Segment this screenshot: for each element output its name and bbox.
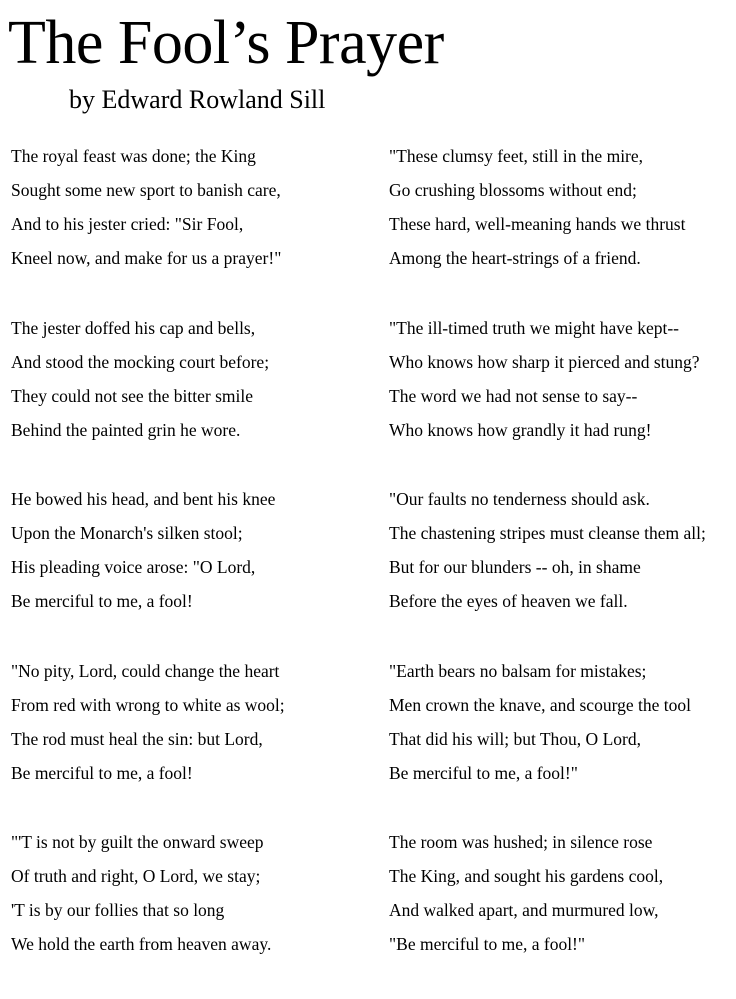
poem-line: "Be merciful to me, a fool!" bbox=[389, 934, 586, 954]
poem-line: Of truth and right, O Lord, we stay; bbox=[11, 866, 261, 886]
poem-line: They could not see the bitter smile bbox=[11, 385, 254, 406]
stanza bbox=[11, 313, 371, 485]
poem-line: Who knows how sharp it pierced and stung? bbox=[389, 351, 700, 372]
poem-line: Who knows how grandly it had rung! bbox=[389, 419, 652, 440]
stanza bbox=[11, 656, 371, 828]
stanza bbox=[11, 827, 371, 999]
poem-line: The King, and sought his gardens cool, bbox=[389, 866, 664, 886]
poem-line: We hold the earth from heaven away. bbox=[11, 934, 272, 954]
poem-line: The rod must heal the sin: but Lord, bbox=[11, 728, 263, 749]
poem-line: And walked apart, and murmured low, bbox=[389, 900, 659, 920]
stanza bbox=[389, 313, 736, 485]
poem-line: Go crushing blossoms without end; bbox=[389, 180, 637, 200]
poem-line: Before the eyes of heaven we fall. bbox=[389, 591, 628, 611]
stanza bbox=[389, 141, 736, 313]
poem-line: Men crown the knave, and scourge the tool bbox=[389, 694, 691, 715]
poem-line: 'T is by our follies that so long bbox=[11, 900, 225, 920]
poem-line: He bowed his head, and bent his knee bbox=[11, 489, 276, 509]
poem-line: Be merciful to me, a fool! bbox=[11, 762, 193, 783]
poem-line: But for our blunders -- oh, in shame bbox=[389, 557, 641, 577]
poem-line: Among the heart-strings of a friend. bbox=[389, 248, 641, 268]
poem-line: Upon the Monarch's silken stool; bbox=[11, 523, 243, 543]
poem-line: Be merciful to me, a fool!" bbox=[389, 762, 578, 783]
poem-line: That did his will; but Thou, O Lord, bbox=[389, 728, 641, 749]
poem-line: Sought some new sport to banish care, bbox=[11, 180, 281, 200]
poem-line: "Earth bears no balsam for mistakes; bbox=[389, 660, 647, 681]
poem-line: Behind the painted grin he wore. bbox=[11, 419, 241, 440]
poem-line: The chastening stripes must cleanse them all; bbox=[389, 523, 706, 543]
right-column bbox=[389, 141, 736, 999]
stanza bbox=[11, 484, 371, 656]
poem-line: And to his jester cried: "Sir Fool, bbox=[11, 214, 244, 234]
poem-line: From red with wrong to white as wool; bbox=[11, 694, 285, 715]
left-column bbox=[11, 141, 371, 999]
poem-line: "No pity, Lord, could change the heart bbox=[11, 660, 280, 681]
stanza bbox=[11, 141, 371, 313]
poem-line: These hard, well-meaning hands we thrust bbox=[389, 214, 686, 234]
poem-line: The word we had not sense to say-- bbox=[389, 385, 638, 406]
poem-line: The room was hushed; in silence rose bbox=[389, 832, 653, 852]
stanza bbox=[389, 827, 736, 999]
poem-author: by Edward Rowland Sill bbox=[69, 85, 326, 114]
poem-line: Be merciful to me, a fool! bbox=[11, 591, 193, 611]
poem-line: Kneel now, and make for us a prayer!" bbox=[11, 248, 282, 268]
poem-line: "These clumsy feet, still in the mire, bbox=[389, 146, 644, 166]
stanza bbox=[389, 484, 736, 656]
poem-line: "Our faults no tenderness should ask. bbox=[389, 489, 650, 509]
poem-line: "The ill-timed truth we might have kept-- bbox=[389, 317, 679, 338]
poem-line: And stood the mocking court before; bbox=[11, 351, 270, 372]
poem-line: The royal feast was done; the King bbox=[11, 146, 256, 166]
poem-line: His pleading voice arose: "O Lord, bbox=[11, 557, 256, 577]
poem-title: The Fool’s Prayer bbox=[8, 9, 444, 77]
stanza bbox=[389, 656, 736, 828]
poem-line: "'T is not by guilt the onward sweep bbox=[11, 832, 264, 852]
poem-line: The jester doffed his cap and bells, bbox=[11, 317, 256, 338]
